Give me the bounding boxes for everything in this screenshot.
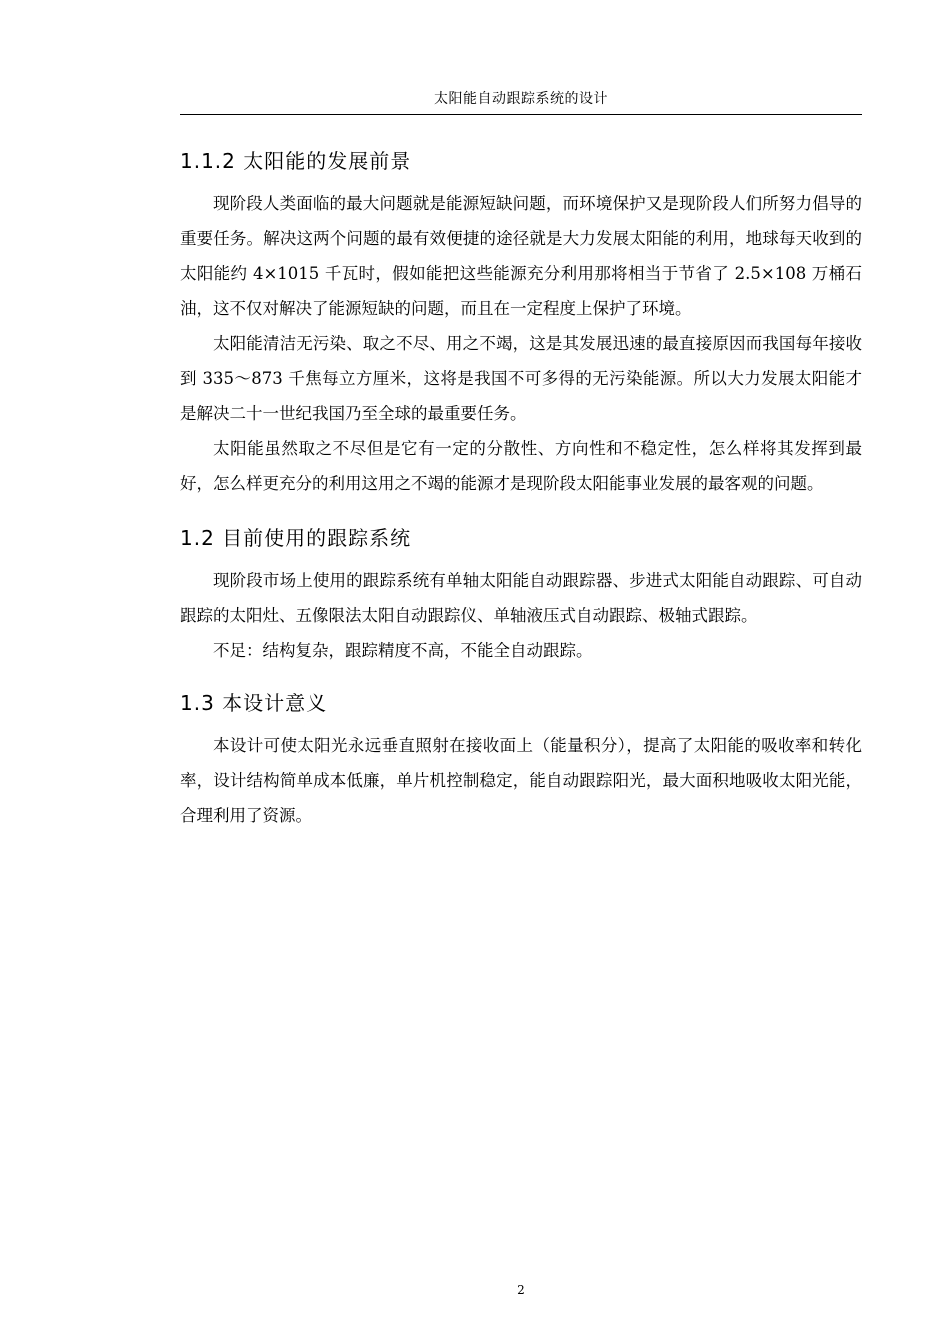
- header-rule: [180, 114, 862, 115]
- section-heading-1-3: 1.3 本设计意义: [180, 691, 328, 715]
- paragraph: 太阳能清洁无污染、取之不尽、用之不竭，这是其发展迅速的最直接原因而我国每年接收到 335～873 千焦每立方厘米，这将是我国不可多得的无污染能源。所以大力发展太阳能才是解决二十一世纪我国乃至全球的最重要任务。: [180, 334, 862, 423]
- paragraph: 现阶段人类面临的最大问题就是能源短缺问题，而环境保护又是现阶段人们所努力倡导的重要任务。解决这两个问题的最有效便捷的途径就是大力发展太阳能的利用，地球每天收到的太阳能约 4×1015 千瓦时，假如能把这些能源充分利用那将相当于节省了 2.5×108 万桶石油，这不仅对解决了能源短缺的问题，而且在一定程度上保护了环境。: [180, 194, 862, 318]
- page-number: 2: [517, 1283, 525, 1297]
- paragraph: 现阶段市场上使用的跟踪系统有单轴太阳能自动跟踪器、步进式太阳能自动跟踪、可自动跟踪的太阳灶、五像限法太阳自动跟踪仪、单轴液压式自动跟踪、极轴式跟踪。: [180, 571, 862, 625]
- document-body: [180, 140, 862, 833]
- section-heading-1-2: 1.2 目前使用的跟踪系统: [180, 526, 412, 550]
- running-header: 太阳能自动跟踪系统的设计: [434, 91, 608, 107]
- section-heading-1-1-2: 1.1.2 太阳能的发展前景: [180, 149, 412, 173]
- paragraph: 不足：结构复杂，跟踪精度不高，不能全自动跟踪。: [213, 641, 593, 660]
- paragraph: 太阳能虽然取之不尽但是它有一定的分散性、方向性和不稳定性，怎么样将其发挥到最好，怎么样更充分的利用这用之不竭的能源才是现阶段太阳能事业发展的最客观的问题。: [180, 439, 862, 493]
- paragraph: 本设计可使太阳光永远垂直照射在接收面上（能量积分），提高了太阳能的吸收率和转化率，设计结构简单成本低廉，单片机控制稳定，能自动跟踪阳光，最大面积地吸收太阳光能，合理利用了资源。: [180, 736, 862, 825]
